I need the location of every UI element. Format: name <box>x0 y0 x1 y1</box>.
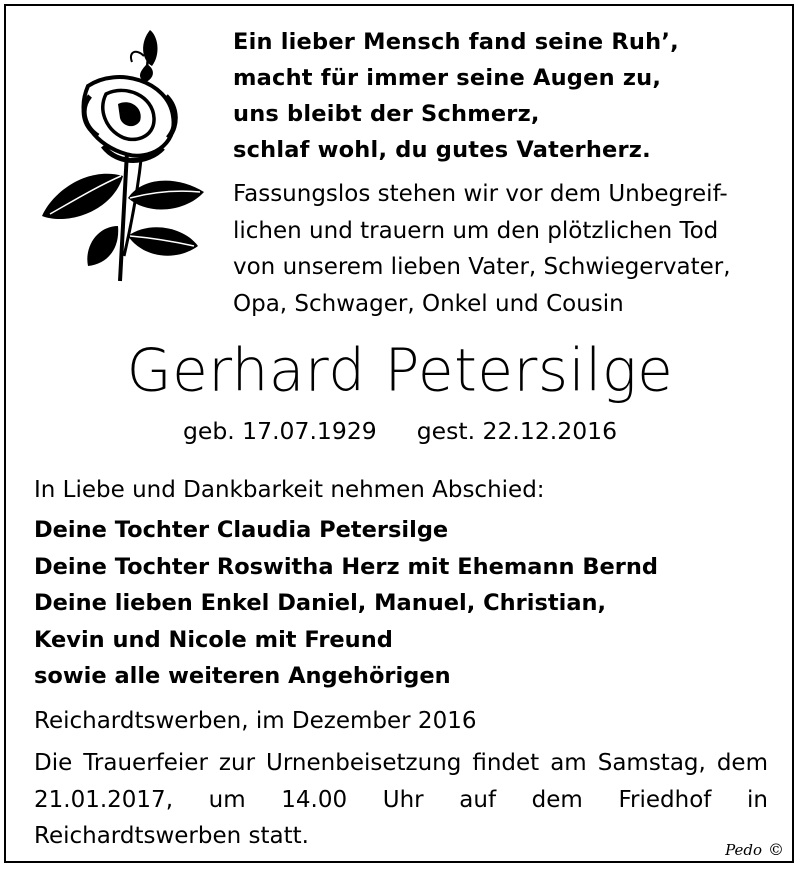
poem-line: macht für immer seine Augen zu, <box>233 65 662 91</box>
mourner-line: Deine Tochter Roswitha Herz mit Ehemann Bernd <box>34 553 658 580</box>
intro-line: von unserem lieben Vater, Schwiegervater, <box>233 254 731 280</box>
funeral-note: Die Trauerfeier zur Urnenbeisetzung findet am Samstag, dem 21.01.2017, um 14.00 Uhr auf dem Friedhof in Reichardtswerben statt. <box>34 750 768 849</box>
farewell-heading: In Liebe und Dankbarkeit nehmen Abschied: <box>34 477 545 503</box>
deceased-name: Gerhard Petersilge <box>126 335 674 405</box>
intro-line: lichen und trauern um den plötzlichen Tod <box>233 217 719 244</box>
poem <box>233 24 679 168</box>
signature <box>725 840 784 859</box>
mourner-line: sowie alle weiteren Angehörigen <box>34 663 451 689</box>
mourner-line: Deine lieben Enkel Daniel, Manuel, Christian, <box>34 590 607 616</box>
maker-mark: Pedo <box>725 841 762 859</box>
rose-icon <box>28 26 213 284</box>
poem-line: Ein lieber Mensch fand seine Ruh’, <box>233 29 679 55</box>
life-dates <box>0 413 800 449</box>
intro-line: Fassungslos stehen wir vor dem Unbegreif- <box>233 181 728 207</box>
mourner-line: Kevin und Nicole mit Freund <box>34 626 393 653</box>
poem-line: schlaf wohl, du gutes Vaterherz. <box>233 137 651 163</box>
copyright-icon: © <box>768 840 784 859</box>
intro-text <box>233 176 731 322</box>
place-date: Reichardtswerben, im Dezember 2016 <box>34 708 477 734</box>
birth-date: geb. 17.07.1929 <box>182 417 377 445</box>
intro-line: Opa, Schwager, Onkel und Cousin <box>233 290 624 317</box>
death-date: gest. 22.12.2016 <box>416 417 618 445</box>
mourner-line: Deine Tochter Claudia Petersilge <box>34 517 449 543</box>
mourners-list <box>34 512 658 695</box>
poem-line: uns bleibt der Schmerz, <box>233 101 540 127</box>
